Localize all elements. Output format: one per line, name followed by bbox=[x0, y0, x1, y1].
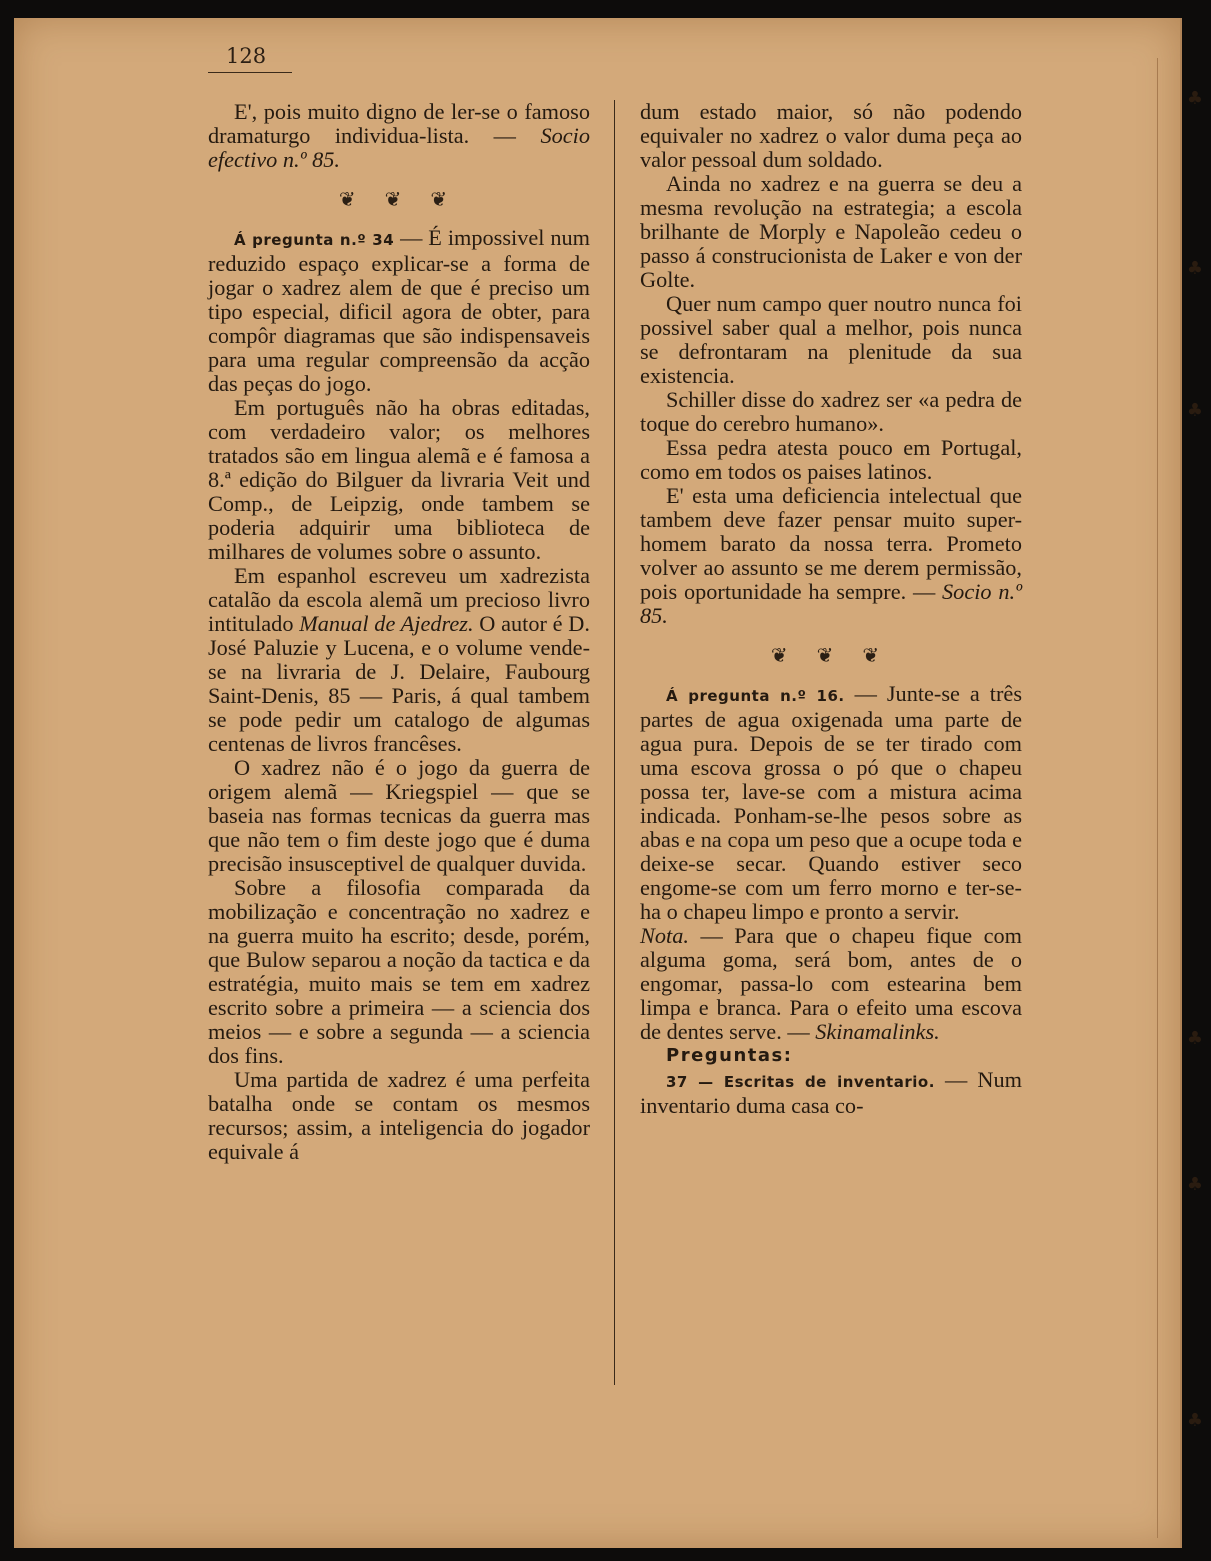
paragraph: E', pois muito digno de ler-se o famoso dramaturgo individua-lista. — Socio efectivo n.º 85. bbox=[208, 99, 590, 172]
answer-paragraph: Á pregunta n.º 34 — É impossivel num reduzido espaço explicar-se a forma de jogar o xadrez alem de que é preciso um tipo especial, dificil agora de obter, para compôr diagramas que são indispensaveis para uma regular compreensão da acção das peças do jogo. bbox=[208, 225, 590, 396]
paragraph: Quer num campo quer noutro nunca foi possivel saber qual a melhor, pois nunca se defrontaram na plenitude da sua existencia. bbox=[640, 291, 1022, 388]
question-lead: 37 — Escritas de inventario. bbox=[666, 1073, 935, 1091]
answer-lead: Á pregunta n.º 16. bbox=[666, 687, 845, 705]
signature: Skinamalinks. bbox=[815, 1019, 940, 1044]
margin-ornament-icon: ♣ bbox=[1186, 258, 1203, 279]
signature: Socio n.º 85. bbox=[640, 579, 1022, 628]
book-title: Manual de Ajedrez. bbox=[299, 611, 474, 636]
paragraph: Ainda no xadrez e na guerra se deu a mesma revolução na estrategia; a escola brilhante de Morply e Napoleão cedeu o passo á construcionista de Laker e von der Golte. bbox=[640, 171, 1022, 292]
margin-rail bbox=[1157, 58, 1164, 1538]
note-label: Nota. bbox=[640, 923, 689, 948]
question-paragraph: 37 — Escritas de inventario. — Num inventario duma casa co- bbox=[640, 1067, 1022, 1118]
margin-ornament-icon: ♣ bbox=[1186, 400, 1203, 421]
signature: Socio efectivo n.º 85. bbox=[208, 123, 590, 172]
margin-ornament-icon: ♣ bbox=[1186, 1410, 1203, 1431]
paragraph: Essa pedra atesta pouco em Portugal, como em todos os paises latinos. bbox=[640, 435, 1022, 484]
section-divider-icon: ❦ ❦ ❦ bbox=[770, 645, 892, 667]
margin-ornament-icon: ♣ bbox=[1186, 88, 1203, 109]
section-divider-icon: ❦ ❦ ❦ bbox=[338, 189, 460, 211]
right-column bbox=[640, 100, 1022, 1118]
paragraph: E' esta uma deficiencia intelectual que tambem deve fazer pensar muito super-homem barato da nossa terra. Prometo volver ao assunto se me derem permissão, pois oportunidade ha sempre. — Socio n.º 85. bbox=[640, 483, 1022, 628]
page-number-rule bbox=[208, 72, 292, 73]
paragraph: Em português não ha obras editadas, com verdadeiro valor; os melhores tratados são em lingua alemã e é famosa a 8.ª edição do Bilguer da livraria Veit und Comp., de Leipzig, onde tambem se poderia adquirir uma biblioteca de milhares de volumes sobre o assunto. bbox=[208, 395, 590, 564]
note-paragraph: Nota. — Para que o chapeu fique com alguma goma, será bom, antes de o engomar, passa-lo com estearina bem limpa e branca. Para o efeito uma escova de dentes serve. — Skinamalinks. bbox=[640, 923, 1022, 1044]
section-heading: Preguntas: bbox=[666, 1045, 793, 1066]
paragraph: Sobre a filosofia comparada da mobilização e concentração no xadrez e na guerra muito ha escrito; desde, porém, que Bulow separou a noção da tactica e da estratégia, muito mais se tem em xadrez escrito sobre a primeira — a sciencia dos meios — e sobre a segunda — a sciencia dos fins. bbox=[208, 875, 590, 1068]
left-column bbox=[208, 100, 590, 1164]
paragraph: Schiller disse do xadrez ser «a pedra de toque do cerebro humano». bbox=[640, 387, 1022, 436]
column-divider bbox=[614, 100, 615, 1385]
paragraph: Em espanhol escreveu um xadrezista catalão da escola alemã um precioso livro intitulado Manual de Ajedrez. O autor é D. José Paluzie y Lucena, e o volume vende-se na livraria de J. Delaire, Faubourg Saint-Denis, 85 — Paris, á qual tambem se pode pedir um catalogo de algumas centenas de livros francêses. bbox=[208, 563, 590, 756]
answer-paragraph: Á pregunta n.º 16. — Junte-se a três partes de agua oxigenada uma parte de agua pura. Depois de se ter tirado com uma escova grossa o pó que o chapeu possa ter, lave-se com a mistura acima indicada. Ponham-se-lhe pesos sobre as abas e na copa um peso que a ocupe toda e deixe-se secar. Quando estiver seco engome-se com um ferro morno e ter-se-ha o chapeu limpo e pronto a servir. bbox=[640, 681, 1022, 924]
paragraph: Uma partida de xadrez é uma perfeita batalha onde se contam os mesmos recursos; assim, a inteligencia do jogador equivale á bbox=[208, 1067, 590, 1164]
answer-lead: Á pregunta n.º 34 bbox=[234, 231, 395, 249]
paragraph: dum estado maior, só não podendo equivaler no xadrez o valor duma peça ao valor pessoal dum soldado. bbox=[640, 99, 1022, 172]
paragraph: O xadrez não é o jogo da guerra de origem alemã — Kriegspiel — que se baseia nas formas tecnicas da guerra mas que não tem o fim deste jogo que é duma precisão insusceptivel de qualquer duvida. bbox=[208, 755, 590, 876]
margin-ornament-icon: ♣ bbox=[1186, 1174, 1203, 1195]
page-number: 128 bbox=[226, 44, 267, 68]
margin-ornament-icon: ♣ bbox=[1186, 1028, 1203, 1049]
